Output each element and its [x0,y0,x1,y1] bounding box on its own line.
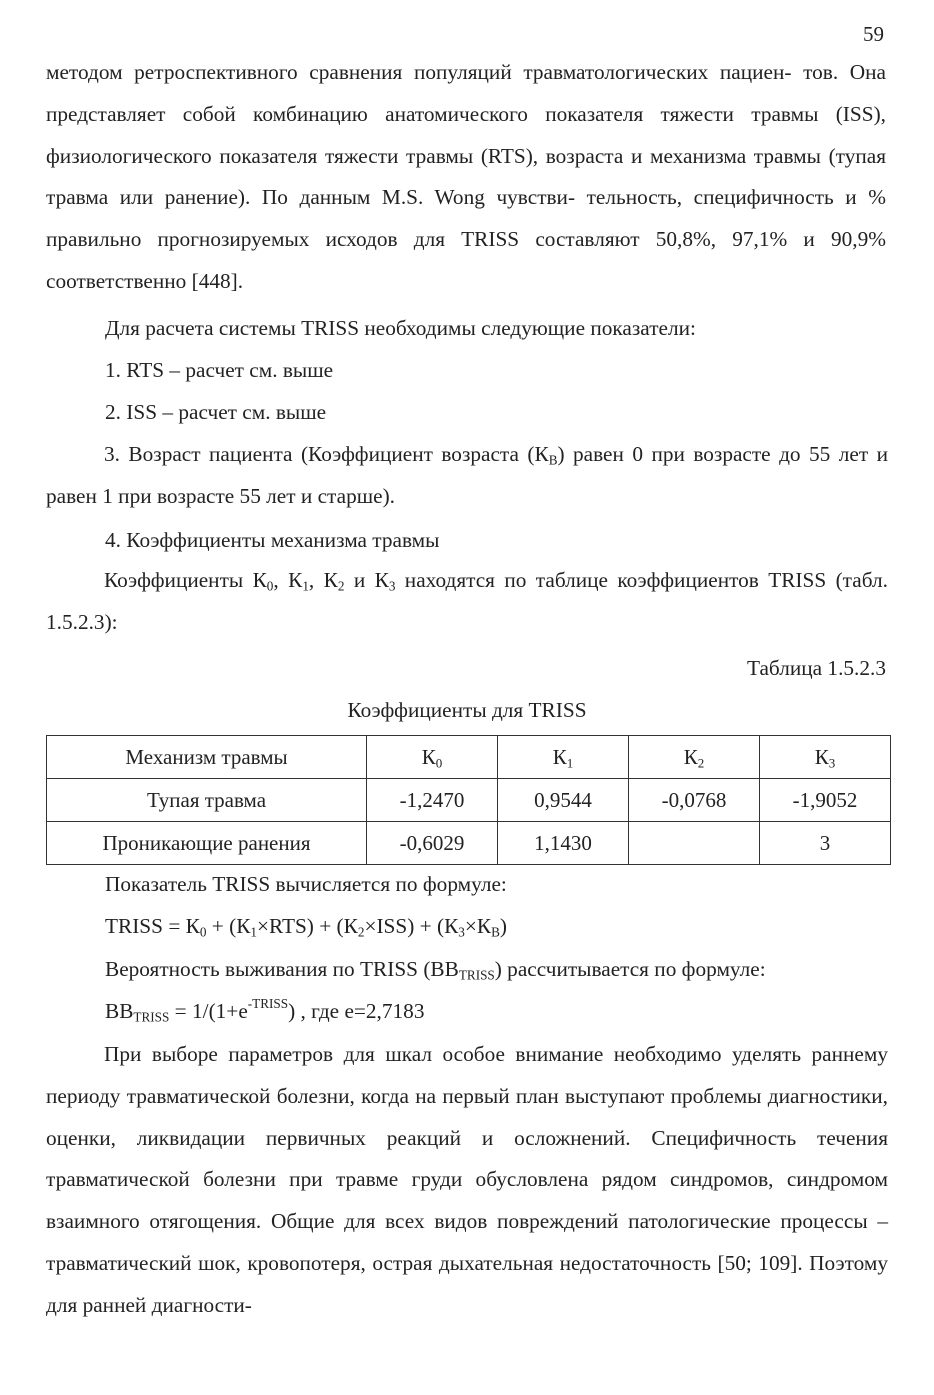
paragraph-early-diagnostics [46,1034,888,1327]
text-line: методом ретроспективного сравнения популяций травматологических пациен- [46,60,792,84]
text-line: повреждений патологические процессы – травматический шок, кровопотеря, [46,1209,888,1275]
text-line: Специфичность течения травматической болезни при травме груди обусловлена [46,1125,888,1192]
header-k3: $К_3$ [760,736,891,779]
cell-mechanism: Тупая травма [47,779,367,822]
paragraph-coefficients: Коэффициенты $К_0$, $К_1$, $К_2$ и $К_3$ находятся по таблице коэффициентов TRISS (табл. 1.5.2.3): [46,568,888,634]
cell-mechanism: Проникающие ранения [47,822,367,865]
text-line: составляют 50,8%, 97,1% и 90,9% соответственно [448]. [46,227,886,293]
table-row [47,822,891,865]
text-line: острая дыхательная недостаточность [50; 109]. Поэтому для ранней диагности- [46,1250,888,1317]
cell-k0: -1,2470 [367,779,498,822]
cell-k3: 3 [760,822,891,865]
list-item-rts: 1. RTS – расчет см. выше [105,358,334,382]
text-line: рядом синдромов, синдромом взаимного отягощения. Общие для всех видов [46,1167,888,1234]
list-item-iss: 2. ISS – расчет см. выше [105,400,327,424]
cell-k0: -0,6029 [367,822,498,865]
text-line: проблемы диагностики, оценки, ликвидации первичных реакций и осложнений. [46,1083,888,1150]
text-line: тов. Она представляет собой комбинацию анатомического показателя тяжести [46,60,887,126]
cell-k3: -1,9052 [760,779,891,822]
header-k2: $К_2$ [629,736,760,779]
table-header-row [47,736,891,779]
text-line: раннему периоду травматической болезни, когда на первый план выступают [46,1042,889,1108]
cell-k1: 0,9544 [498,779,629,822]
page-number: 59 [863,22,884,46]
table-row [47,779,891,822]
header-k1: $К_1$ [498,736,629,779]
text-line: При выборе параметров для шкал особое внимание необходимо уделять [104,1042,802,1066]
cell-k2 [629,822,760,865]
text-line: тельность, специфичность и % правильно прогнозируемых исходов для TRISS [46,185,886,252]
text-line: травмы (ISS), физиологического показателя тяжести травмы (RTS), возраста и [46,101,886,168]
formula-triss: TRISS = $К_0 + (К_1\times RTS) + (К_2\times ISS) + (К_3\times К_В)$ [105,914,507,940]
paragraph-survival-probability: Вероятность выживания по TRISS $(ВВ_{TRISS})$ рассчитывается по формуле: [105,957,766,983]
text-line: механизма травмы (тупая травма или ранение). По данным M.S. Wong чувстви- [46,143,886,210]
header-k0: $К_0$ [367,736,498,779]
paragraph-indicators-intro: Для расчета системы TRISS необходимы следующие показатели: [105,316,696,340]
paragraph-triss-intro [46,52,886,303]
formula-survival-probability: $ВВ_{TRISS} = 1/(1+e^{-TRISS})$ , где e=2,7183 [105,996,425,1025]
paragraph-triss-formula-intro: Показатель TRISS вычисляется по формуле: [105,872,507,896]
header-mechanism: Механизм травмы [47,736,367,779]
cell-k2: -0,0768 [629,779,760,822]
cell-k1: 1,1430 [498,822,629,865]
table-title: Коэффициенты для TRISS [347,698,587,722]
list-item-age: 3. Возраст пациента (Коэффициент возраста $(К_В)$ равен 0 при возрасте до 55 лет и равен 1 при возрасте 55 лет и старше). [46,442,888,508]
triss-coefficients-table [46,735,891,865]
list-item-mechanism: 4. Коэффициенты механизма травмы [105,528,440,552]
table-label: Таблица 1.5.2.3 [746,656,886,680]
